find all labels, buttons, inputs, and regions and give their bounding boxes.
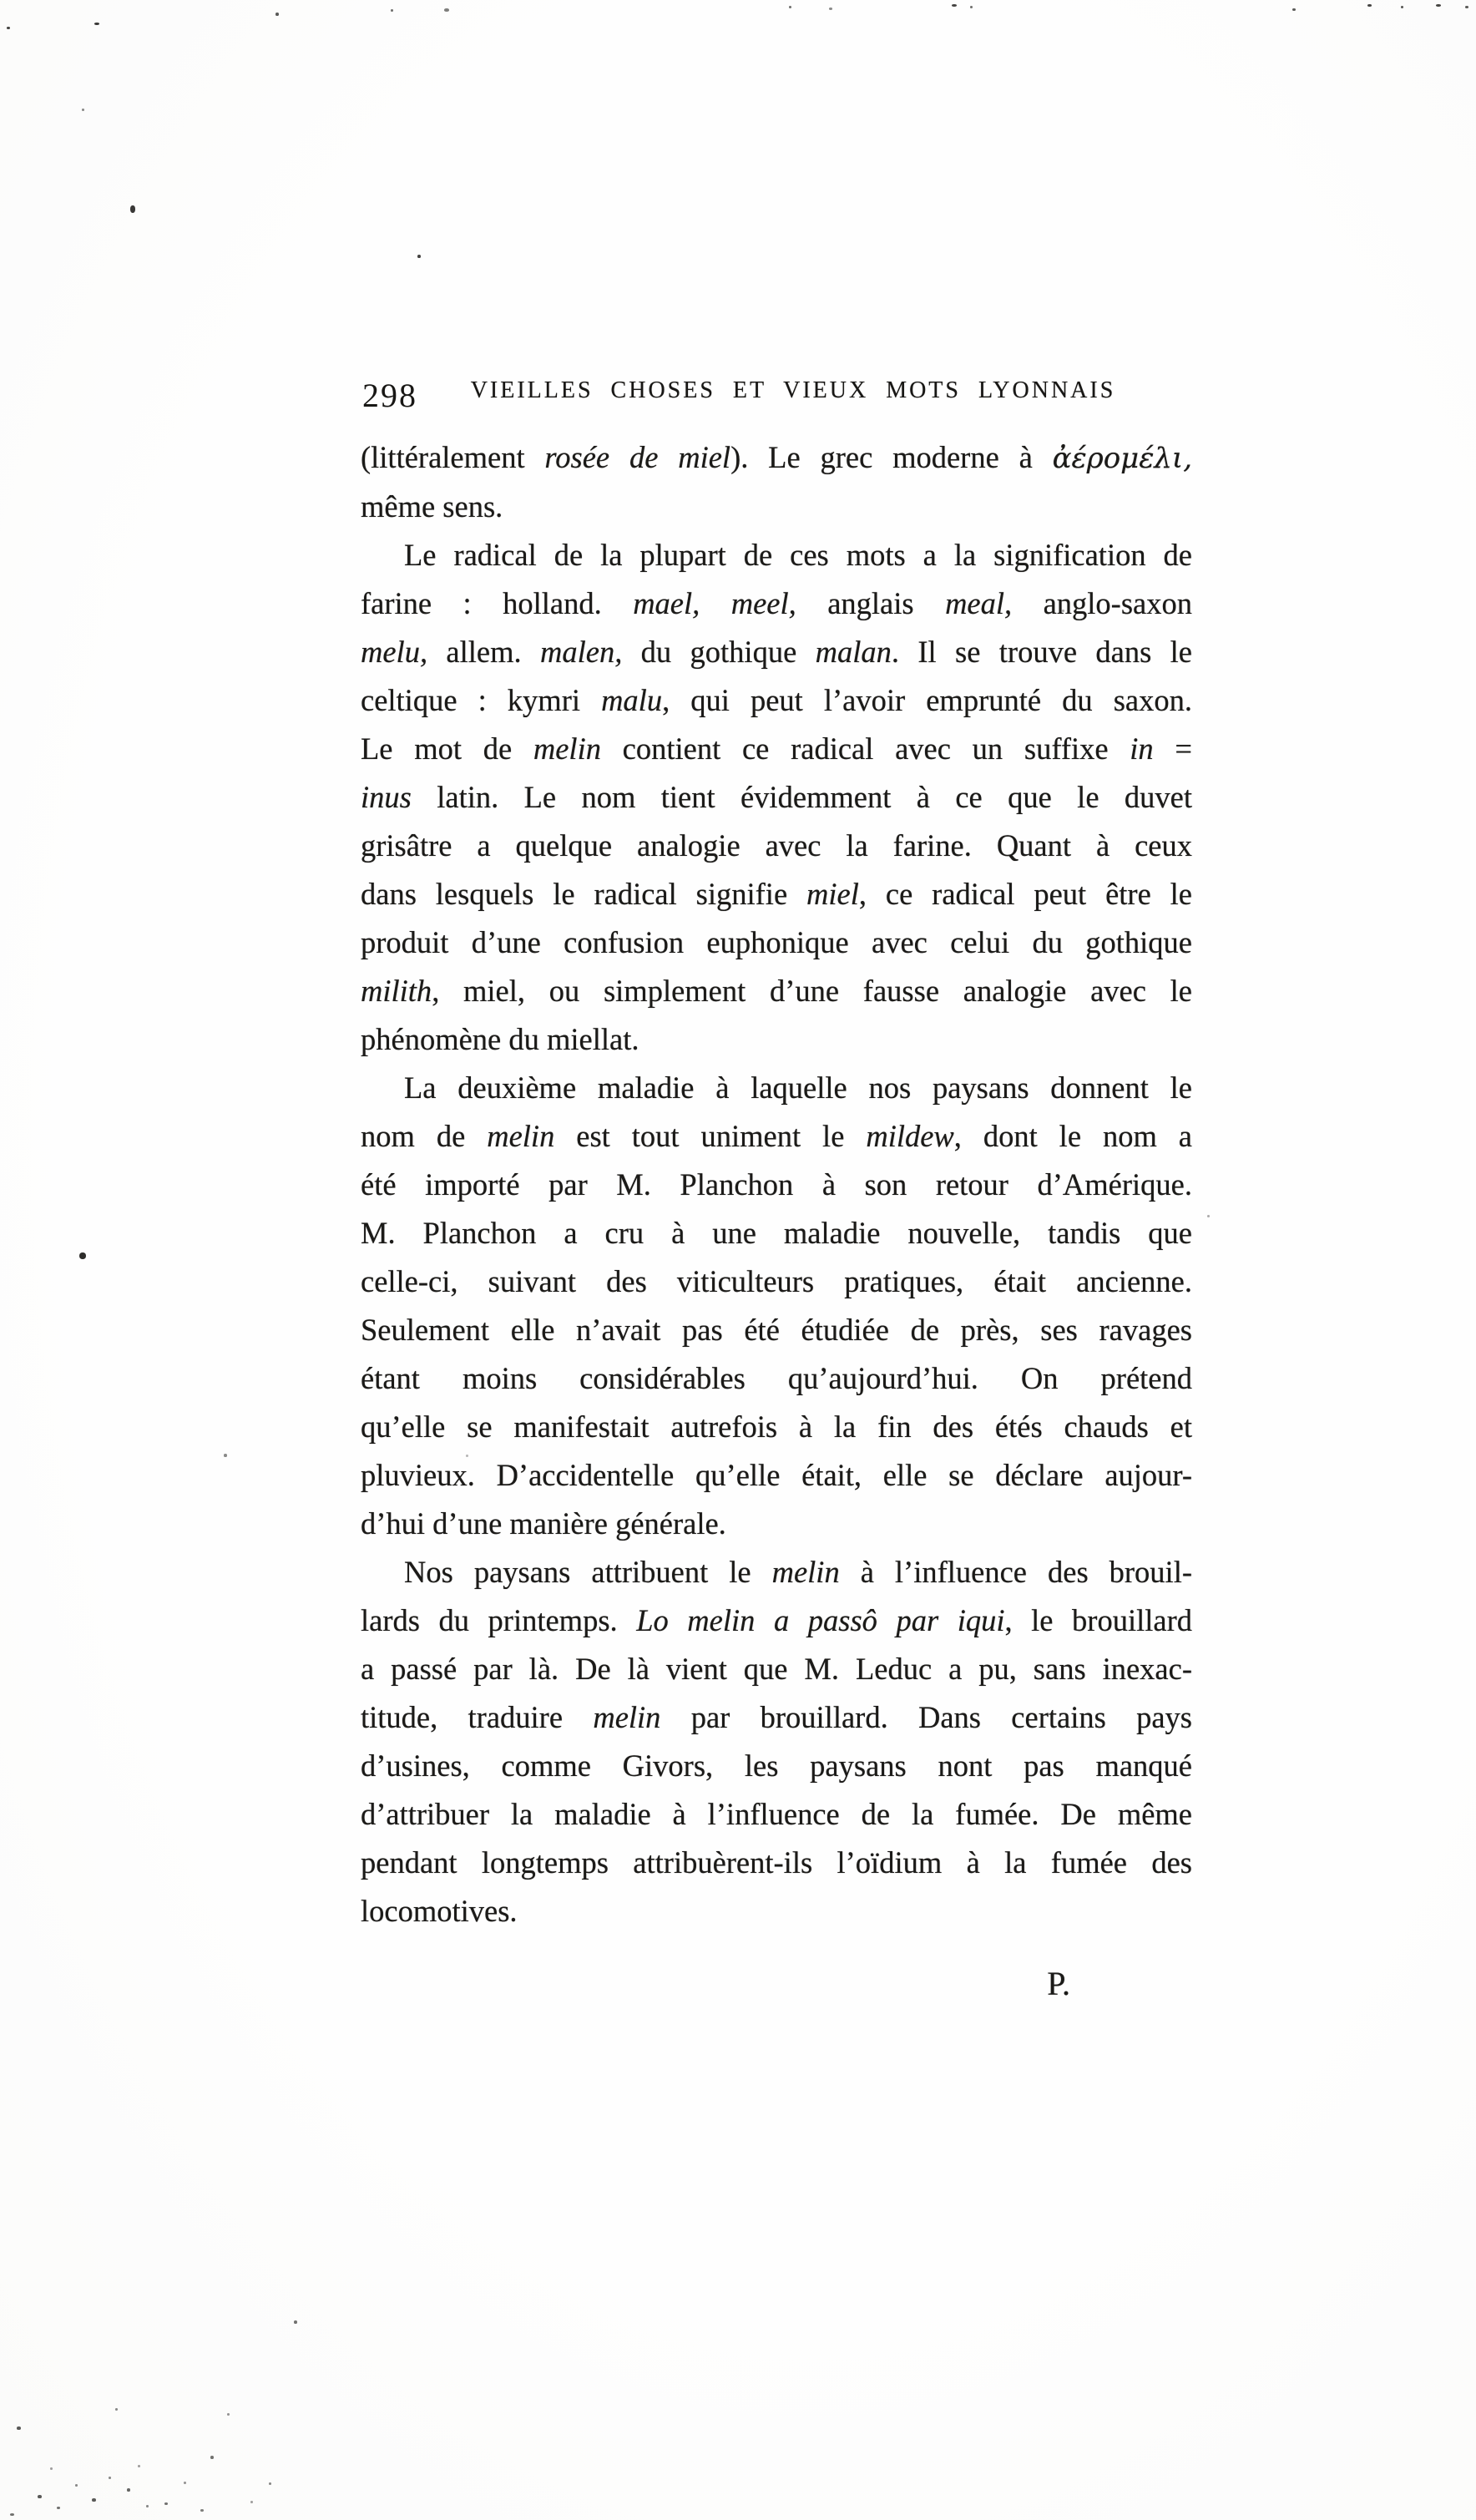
text-segment: étant moins considérables qu’aujourd’hui. On prétend bbox=[361, 1361, 1192, 1395]
text-segment: locomotives. bbox=[361, 1894, 518, 1928]
emphasized-term: malan bbox=[815, 635, 892, 669]
text-segment: (littéralement bbox=[361, 440, 545, 474]
emphasized-term: meal, bbox=[945, 586, 1013, 620]
text-segment: latin. Le nom tient évidemment à ce que le duvet bbox=[411, 780, 1192, 814]
emphasized-term: meel, bbox=[730, 586, 796, 620]
text-segment: lards du printemps. bbox=[361, 1603, 637, 1637]
text-segment: Seulement elle n’avait pas été étudiée de près, ses ravages bbox=[361, 1313, 1192, 1347]
emphasized-term: melin bbox=[593, 1700, 661, 1734]
page-number: 298 bbox=[362, 377, 417, 414]
scan-speck bbox=[1465, 6, 1468, 8]
scan-speck bbox=[115, 2408, 118, 2411]
text-segment: allem. bbox=[427, 635, 540, 669]
scan-speck bbox=[269, 2482, 271, 2485]
text-segment: Le mot de bbox=[361, 731, 533, 766]
emphasized-term: melin bbox=[771, 1555, 840, 1589]
text-segment: est tout uniment le bbox=[554, 1119, 867, 1153]
text-segment: a passé par là. De là vient que M. Leduc a pu, sans inexac- bbox=[361, 1652, 1192, 1686]
emphasized-term: malen, bbox=[540, 635, 623, 669]
scan-speck bbox=[1062, 610, 1064, 612]
text-line bbox=[361, 1645, 1192, 1693]
scan-speck bbox=[79, 1252, 86, 1259]
scan-speck bbox=[294, 2320, 297, 2324]
text-segment: , le brouillard bbox=[1004, 1603, 1192, 1637]
scan-speck bbox=[200, 2509, 204, 2512]
text-segment: = bbox=[1153, 731, 1192, 766]
emphasized-term: Lo melin a passô par iqui bbox=[636, 1603, 1005, 1637]
scan-speck bbox=[1207, 1215, 1210, 1217]
text-line bbox=[361, 1403, 1192, 1451]
text-line bbox=[361, 967, 1192, 1015]
text-line bbox=[361, 1161, 1192, 1209]
text-segment: anglo-saxon bbox=[1012, 586, 1192, 620]
text-line bbox=[361, 1112, 1192, 1161]
text-segment: , miel, ou simplement d’une fausse analogie avec le bbox=[432, 974, 1192, 1008]
emphasized-term: miel bbox=[806, 877, 859, 911]
text-segment: par brouillard. Dans certains pays bbox=[660, 1700, 1192, 1734]
emphasized-term: mildew bbox=[866, 1119, 954, 1153]
text-segment: d’hui d’une manière générale. bbox=[361, 1506, 726, 1541]
text-segment: , ce radical peut être le bbox=[858, 877, 1192, 911]
scan-speck bbox=[466, 1455, 468, 1457]
emphasized-term: milith bbox=[361, 974, 432, 1008]
text-line bbox=[361, 1839, 1192, 1887]
text-line bbox=[361, 1548, 1192, 1597]
text-line bbox=[361, 1451, 1192, 1500]
scan-speck bbox=[391, 9, 393, 12]
text-segment: , dont le nom a bbox=[953, 1119, 1193, 1153]
text-line bbox=[361, 433, 1192, 483]
emphasized-term: ἀέρομέλι, bbox=[1052, 442, 1193, 475]
text-segment: pendant longtemps attribuèrent-ils l’oïdium à la fumée des bbox=[361, 1845, 1192, 1880]
scan-speck bbox=[7, 27, 10, 29]
text-segment: ). Le grec moderne à bbox=[730, 440, 1053, 474]
text-segment: produit d’une confusion euphonique avec celui du gothique bbox=[361, 925, 1192, 959]
text-segment: grisâtre a quelque analogie avec la farine. Quant à ceux bbox=[361, 828, 1192, 863]
text-segment: à l’influence des brouil- bbox=[839, 1555, 1192, 1589]
text-line bbox=[361, 676, 1192, 725]
scan-speck bbox=[1292, 8, 1296, 11]
text-line bbox=[361, 1064, 1192, 1112]
text-segment: celle-ci, suivant des viticulteurs pratiques, était ancienne. bbox=[361, 1264, 1192, 1298]
text-line bbox=[361, 579, 1192, 628]
text-line bbox=[361, 1790, 1192, 1839]
scan-speck bbox=[94, 23, 99, 25]
running-title: VIEILLES CHOSES ET VIEUX MOTS LYONNAIS bbox=[470, 377, 1116, 403]
text-segment: La deuxième maladie à laquelle nos paysans donnent le bbox=[404, 1070, 1192, 1105]
running-head bbox=[361, 377, 1192, 417]
scan-speck bbox=[138, 2465, 140, 2467]
text-segment: d’usines, comme Givors, les paysans nont pas manqué bbox=[361, 1748, 1192, 1783]
text-segment: Nos paysans attribuent le bbox=[404, 1555, 772, 1589]
text-line bbox=[361, 628, 1192, 676]
scan-speck bbox=[250, 2501, 253, 2503]
text-segment: dans lesquels le radical signifie bbox=[361, 877, 807, 911]
scan-speck bbox=[127, 2488, 130, 2492]
scan-speck bbox=[109, 2477, 111, 2479]
scan-speck bbox=[184, 2482, 186, 2484]
text-segment: même sens. bbox=[361, 489, 503, 524]
scan-speck bbox=[50, 2467, 53, 2470]
text-line bbox=[361, 725, 1192, 773]
scan-speck bbox=[224, 1454, 227, 1457]
text-line bbox=[361, 1887, 1192, 1936]
scan-speck bbox=[82, 109, 84, 111]
text-segment: Le radical de la plupart de ces mots a la signification de bbox=[404, 538, 1192, 572]
text-segment: anglais bbox=[796, 586, 946, 620]
scan-speck bbox=[829, 8, 832, 10]
text-line bbox=[361, 870, 1192, 918]
text-line bbox=[361, 1257, 1192, 1306]
emphasized-term: melin bbox=[533, 731, 601, 766]
text-segment bbox=[700, 586, 730, 620]
text-segment: qu’elle se manifestait autrefois à la fin des étés chauds et bbox=[361, 1409, 1192, 1444]
text-segment: pluvieux. D’accidentelle qu’elle était, elle se déclare aujour- bbox=[361, 1458, 1192, 1492]
scan-speck bbox=[417, 255, 421, 258]
scan-speck bbox=[130, 205, 135, 213]
text-line bbox=[361, 483, 1192, 531]
text-segment: M. Planchon a cru à une maladie nouvelle, tandis que bbox=[361, 1216, 1192, 1250]
text-block bbox=[361, 433, 1192, 1936]
text-line bbox=[361, 918, 1192, 967]
text-line bbox=[361, 1597, 1192, 1645]
emphasized-term: melu, bbox=[361, 635, 428, 669]
scan-speck bbox=[1436, 4, 1441, 7]
scan-speck bbox=[210, 2456, 214, 2459]
scan-speck bbox=[275, 13, 279, 16]
text-segment: du gothique bbox=[622, 635, 816, 669]
scan-speck bbox=[952, 4, 957, 7]
scan-speck bbox=[970, 6, 973, 8]
scan-speck bbox=[789, 6, 791, 8]
text-segment: celtique : kymri bbox=[361, 683, 602, 717]
scan-speck bbox=[227, 2413, 230, 2416]
text-segment: . Il se trouve dans le bbox=[891, 635, 1192, 669]
text-segment: contient ce radical avec un suffixe bbox=[600, 731, 1130, 766]
scan-speck bbox=[1401, 6, 1403, 8]
text-line bbox=[361, 1209, 1192, 1257]
scan-speck bbox=[444, 8, 449, 12]
text-line bbox=[361, 822, 1192, 870]
scan-speck bbox=[10, 2513, 14, 2516]
scan-speck bbox=[146, 2505, 149, 2507]
author-initial: P. bbox=[1047, 1965, 1070, 2002]
scan-speck bbox=[1367, 4, 1372, 7]
text-segment: titude, traduire bbox=[361, 1700, 594, 1734]
text-segment: d’attribuer la maladie à l’influence de la fumée. De même bbox=[361, 1797, 1192, 1831]
scan-speck bbox=[75, 2484, 78, 2487]
text-line bbox=[361, 1500, 1192, 1548]
emphasized-term: melin bbox=[487, 1119, 555, 1153]
scan-speck bbox=[92, 2498, 96, 2502]
emphasized-term: malu bbox=[601, 683, 663, 717]
scan-speck bbox=[17, 2426, 21, 2430]
emphasized-term: mael, bbox=[633, 586, 700, 620]
text-line bbox=[361, 1354, 1192, 1403]
text-line bbox=[361, 773, 1192, 822]
emphasized-term: rosée de miel bbox=[544, 440, 731, 474]
text-line bbox=[361, 1306, 1192, 1354]
text-segment: farine : holland. bbox=[361, 586, 634, 620]
text-segment: été importé par M. Planchon à son retour d’Amérique. bbox=[361, 1167, 1192, 1202]
text-line bbox=[361, 1015, 1192, 1064]
text-line bbox=[361, 1693, 1192, 1742]
text-line bbox=[361, 531, 1192, 579]
emphasized-term: in bbox=[1130, 731, 1154, 766]
text-line bbox=[361, 1742, 1192, 1790]
text-segment: nom de bbox=[361, 1119, 488, 1153]
text-segment: phénomène du miellat. bbox=[361, 1022, 639, 1056]
text-segment: , qui peut l’avoir emprunté du saxon. bbox=[662, 683, 1192, 717]
scan-speck bbox=[164, 2502, 168, 2505]
scan-speck bbox=[38, 2495, 42, 2498]
scan-speck bbox=[57, 2507, 60, 2509]
emphasized-term: inus bbox=[361, 780, 412, 814]
